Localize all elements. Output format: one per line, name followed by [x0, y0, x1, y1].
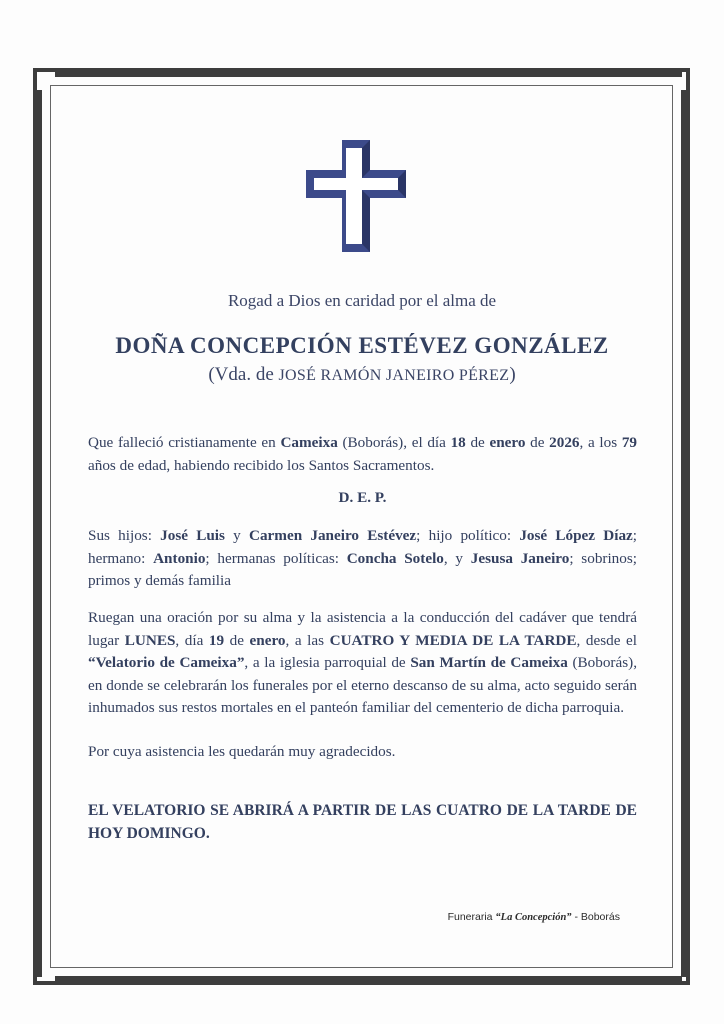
- dep-heading: D. E. P.: [338, 489, 387, 506]
- age: 79: [621, 434, 637, 451]
- family-paragraph: Sus hijos: José Luis y Carmen Janeiro Estévez; hijo político: José López Díaz; hermano: Antonio; hermanas políticas: Concha Sotelo, y Jesusa Janeiro; sobrinos; primos y demás familia: [88, 527, 638, 589]
- frame-right: [681, 90, 690, 977]
- cross-icon: [306, 140, 412, 252]
- widow-prefix: (Vda. de: [208, 364, 279, 385]
- widow-of: [88, 364, 636, 386]
- frame-bottom: [55, 976, 682, 985]
- invocation: Rogad a Dios en caridad por el alma de: [227, 291, 497, 310]
- death-month: enero: [489, 434, 526, 451]
- thanks-paragraph: Por cuya asistencia les quedarán muy agradecidos.: [88, 743, 396, 760]
- velatorio-notice: EL VELATORIO SE ABRIRÁ A PARTIR DE LAS CUATRO DE LA TARDE DE HOY DOMINGO.: [88, 802, 637, 842]
- death-day: 18: [450, 434, 466, 451]
- funeral-home-brand: “La Concepción”: [495, 912, 572, 923]
- frame-top: [55, 68, 682, 77]
- funeral-home-footer: Funeraria “La Concepción” - Boborás: [447, 911, 620, 923]
- widow-name: JOSÉ RAMÓN JANEIRO PÉREZ: [278, 367, 510, 384]
- widow-suffix: ): [509, 364, 516, 385]
- frame-left: [33, 90, 42, 977]
- death-paragraph: Que falleció cristianamente en Cameixa (Boborás), el día 18 de enero de 2026, a los 79 años de edad, habiendo recibido los Santos Sacramentos.: [88, 434, 637, 474]
- deceased-name: DOÑA CONCEPCIÓN ESTÉVEZ GONZÁLEZ: [115, 333, 609, 358]
- place: Cameixa: [280, 434, 338, 451]
- death-year: 2026: [549, 434, 580, 451]
- ceremony-paragraph: Ruegan una oración por su alma y la asistencia a la conducción del cadáver que tendrá lugar LUNES, día 19 de enero, a las CUATRO Y MEDIA DE LA TARDE, desde el “Velatorio de Cameixa”, a la iglesia parroquial de San Martín de Cameixa (Boborás), en donde se celebrarán los funerales por el eterno descanso de su alma, acto seguido serán inhumados sus restos mortales en el panteón familiar del cementerio de dicha parroquia.: [88, 609, 637, 716]
